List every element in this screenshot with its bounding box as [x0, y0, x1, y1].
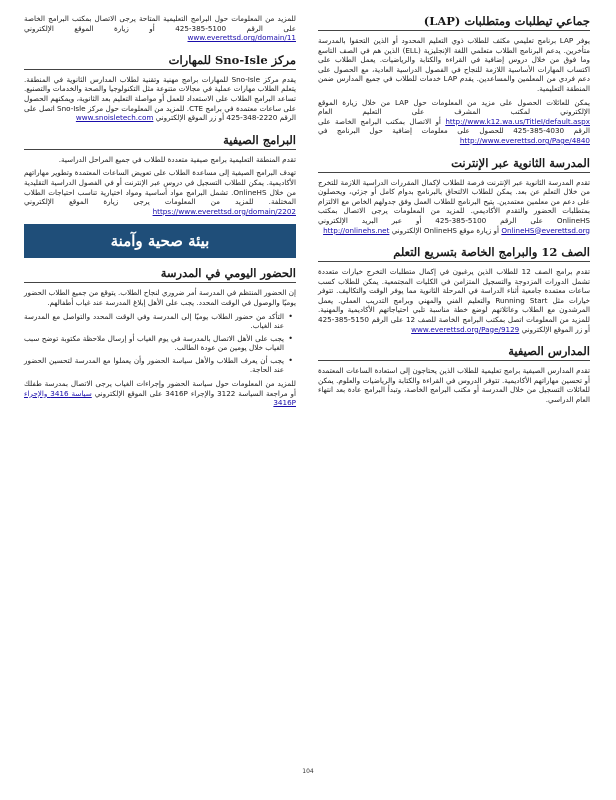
section-heading-attendance: الحضور اليومي في المدرسة: [24, 266, 296, 283]
paragraph: تقدم المدارس الصيفية برامج تعليمية للطلاب الذين يحتاجون إلى استعادة الساعات المعتمدة أو تحسين مهاراتهم الأكاديمية. تتوفر الدروس في القراءة والكتابة والرياضيات والعلوم. يمكن للعائلات التسجيل من خلال المدرسة أو مكتب البرامج الخاصة، وتبدأ البرامج عادة بعد انتهاء العام الدراسي.: [318, 366, 590, 405]
paragraph-text: للمزيد من المعلومات حول سياسة الحضور وإجراءات الغياب يرجى الاتصال بمدرسة طفلك أو مراجعة السياسة 3122 والإجراء 3416P على الموقع الإلكتروني: [24, 379, 297, 398]
left-column: [24, 14, 296, 412]
paragraph-text: يمكن للعائلات الحصول على مزيد من المعلومات حول LAP من خلال زيارة الموقع الإلكتروني لمكتب المشرف على التعليم العام: [318, 97, 590, 117]
section-heading-summer-programs: البرامج الصيفية: [24, 133, 296, 150]
email-link[interactable]: OnlineHS@everettsd.org: [501, 225, 590, 235]
link-onlinehs[interactable]: http://onlinehs.net: [323, 225, 390, 235]
section-heading-sno-isle: مركز Sno-Isle للمهارات: [24, 53, 296, 70]
paragraph-with-link: [24, 75, 296, 123]
paragraph: تقدم المنطقة التعليمية برامج صيفية متعددة للطلاب في جميع المراحل الدراسية.: [58, 154, 296, 164]
paragraph: يوفر LAP برنامج تعليمي مكثف للطلاب ذوي التعليم المحدود أو الذين التحقوا بالمدرسة متأخرين. يدعم البرنامج الطلاب متعلمي اللغة الإنجليزية (ELL) الذين هم في الصف التاسع وما فوق من خلال دروس إضافية في القراءة والكتابة والرياضيات. يعمل الطلاب على اكتساب المهارات الأساسية اللازمة للنجاح في الفصول الدراسية العادية، مع الحصول على دعم فردي من المعلمين والمساعدين. يقدم LAP خدمات للطلاب في جميع المدارس ضمن المنطقة التعليمية.: [318, 36, 591, 93]
paragraph-text: تقدم برامج الصف 12 للطلاب الذين يرغبون في إكمال متطلبات التخرج خيارات متعددة تشمل الدورات المزدوجة والتسجيل المتزامن في الكليات المجتمعية. يمكن للطلاب كسب ساعات معتمدة جامعية أثناء الدراسة في المرحلة الثانوية مما يوفر الوقت والتكاليف. تتوفر خيارات مثل Running Start والتعليم الفني والمهني وبرامج التدريب العملي. يعمل المرشدون مع الطلاب وعائلاتهم لوضع خطة مناسبة تلبي احتياجاتهم الأكاديمية والمهنية. للمزيد من المعلومات اتصل بمكتب البرامج الخاصة للصف 12 على الرقم 5150-385-425 أو زر الموقع الإلكتروني: [318, 267, 591, 334]
paragraph-text: يقدم مركز Sno-Isle للمهارات برامج مهنية وتقنية لطلاب المدارس الثانوية في المنطقة. يتعلم الطلاب مهارات عملية في مجالات متنوعة مثل التكنولوجيا والصحة والخدمات والتصنيع. تساعد البرامج الطلاب على الاستعداد للعمل أو مواصلة التعليم بعد الثانوية، ويمكنهم الحصول على ساعات معتمدة في برامج CTE. للمزيد من المعلومات حول مركز Sno-Isle اتصل على الرقم 2220-348-425 أو زر الموقع الإلكتروني: [24, 74, 296, 123]
link-snoisletech[interactable]: www.snoisletech.com: [75, 113, 154, 123]
paragraph-text: تقدم المدرسة الثانوية عبر الإنترنت فرصة للطلاب لإكمال المقررات الدراسية اللازمة للتخرج من خلال التعلم عن بعد. يمكن للطلاب الالتحاق بالبرنامج بدوام كامل أو جزئي، ويحصلون على دعم من معلمين معتمدين. يتيح البرنامج للطلاب العمل وفق جدولهم الخاص مع الالتزام بمتطلبات الحضور والتقدم الأكاديمي. للمزيد من المعلومات يرجى الاتصال بمكتب OnlineHS على الرقم 5100-385-425 أو عبر البريد الإلكتروني: [318, 177, 590, 225]
link-domain-11[interactable]: www.everettsd.org/domain/11: [187, 33, 296, 43]
paragraph-with-link: [24, 379, 296, 408]
section-heading-grade12: الصف 12 والبرامج الخاصة بتسريع التعلم: [318, 245, 590, 262]
right-column: [318, 14, 590, 409]
paragraph-with-link: [24, 168, 296, 216]
bullet-list: [24, 312, 296, 376]
paragraph-text: أو الاتصال بمكتب البرامج الخاصة على الرقم 4030-385-425 للحصول على معلومات إضافية حول البرنامج في: [318, 116, 590, 136]
link-k12[interactable]: http://www.k12.wa.us/TitleI/default.aspx: [445, 116, 590, 126]
link-page-9129[interactable]: www.everettsd.org/Page/9129: [411, 324, 520, 334]
page-number: 104: [302, 768, 314, 775]
paragraph-text: للمزيد من المعلومات حول البرامج التعليمية المتاحة يرجى الاتصال بمكتب البرامج الخاصة على الرقم 5100-385-425 أو زيارة الموقع الإلكتروني: [24, 14, 296, 33]
link-domain-2202[interactable]: https://www.everettsd.org/domain/2202: [152, 206, 296, 216]
paragraph-text: أو زيارة موقع OnlineHS الإلكتروني: [391, 225, 500, 235]
paragraph-text: تهدف البرامج الصيفية إلى مساعدة الطلاب على تعويض الساعات المعتمدة وتطوير مهاراتهم الأكاديمية. يمكن للطلاب التسجيل في دروس عبر الإنترنت أو في الفصول الدراسية التقليدية من خلال OnlineHS. تشمل البرامج مواد أساسية ومواد اختيارية تناسب احتياجات الطلاب المختلفة. للمزيد من المعلومات يرجى زيارة الموقع الإلكتروني: [24, 168, 296, 207]
section-heading-summer-school: المدارس الصيفية: [318, 344, 590, 361]
paragraph-with-link: [318, 267, 590, 334]
list-item: • التأكد من حضور الطلاب يوميًا إلى المدرسة وفي الوقت المحدد والتواصل مع المدرسة عند الغياب.: [24, 312, 284, 331]
list-item: • يجب أن يعرف الطلاب والأهل سياسة الحضور وأن يعملوا مع المدرسة لتحسين الحضور عند الحاجة.: [24, 356, 284, 375]
section-banner: بيئة صحية وآمنة: [24, 224, 296, 258]
paragraph-with-link: [24, 14, 296, 43]
paragraph-with-link: [318, 98, 590, 146]
section-heading-online: المدرسة الثانوية عبر الإنترنت: [318, 156, 590, 173]
link-policy-3416[interactable]: سياسة 3416 والإجراء 3416P: [24, 388, 296, 408]
paragraph-with-link: [318, 178, 590, 236]
paragraph: إن الحضور المنتظم في المدرسة أمر ضروري لنجاح الطلاب. يتوقع من جميع الطلاب الحضور يوميًا والوصول في الوقت المحدد. يجب على الأهل إبلاغ المدرسة عند غياب أطفالهم.: [24, 288, 296, 307]
list-item: • يجب على الأهل الاتصال بالمدرسة في يوم الغياب أو إرسال ملاحظة مكتوبة توضح سبب الغياب خلال يومين من عودة الطالب.: [24, 334, 284, 353]
section-header-lap: [318, 14, 590, 31]
link-page-4840[interactable]: http://www.everettsd.org/Page/4840: [459, 135, 590, 145]
section-heading: جماعي تيطلبات ومتطلبات (LAP): [423, 14, 590, 28]
